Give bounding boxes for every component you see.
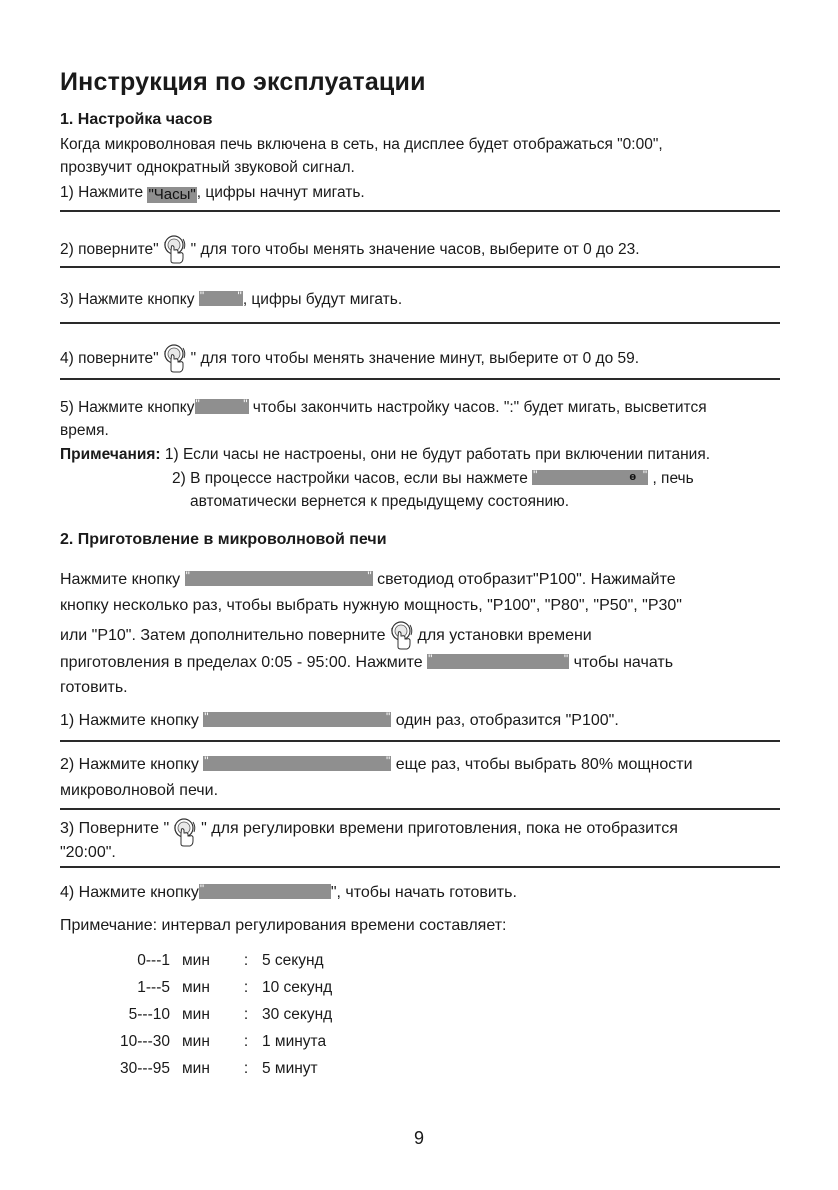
step-text: один раз, отобразится "P100". (391, 712, 619, 729)
interval-sep: : (243, 1005, 249, 1023)
divider (60, 210, 780, 212)
section2-para-line3 (60, 620, 592, 650)
divider (60, 740, 780, 742)
interval-unit: мин (182, 1059, 210, 1077)
step-text: еще раз, чтобы выбрать 80% мощности (391, 756, 693, 773)
section1-intro-line1: Когда микроволновая печь включена в сеть, на дисплее будет отображаться "0:00", (60, 136, 663, 153)
clock-step-5-cont: время. (60, 422, 109, 439)
page-number: 9 (414, 1128, 425, 1148)
note-2 (172, 468, 694, 490)
clock-button-label: "Часы" (148, 186, 196, 203)
clock-step-4 (60, 343, 639, 373)
interval-range: 0---1 (137, 951, 170, 969)
interval-range: 10---30 (120, 1032, 170, 1050)
para-text: Нажмите кнопку (60, 571, 181, 588)
para-text: светодиод отобразит"P100". Нажимайте (372, 571, 676, 588)
divider (60, 378, 780, 380)
clock-step-2 (60, 234, 640, 264)
step-text: 3) Нажмите кнопку (60, 291, 199, 308)
step-text: " для регулировки времени приготовления, пока не отобразится (201, 820, 678, 837)
stop-glyph: ɵ (629, 471, 637, 483)
step-text: 1) Нажмите кнопку (60, 712, 199, 729)
para-text: приготовления в пределах 0:05 - 95:00. Нажмите (60, 654, 423, 671)
button-placeholder: " " (427, 654, 569, 669)
time-interval-note: Примечание: интервал регулирования времени составляет: (60, 917, 507, 934)
step-text: 2) Нажмите кнопку (60, 756, 199, 773)
dial-knob-icon (171, 817, 199, 847)
step-text: 1) Нажмите (60, 184, 148, 201)
interval-range: 30---95 (120, 1059, 170, 1077)
interval-unit: мин (182, 978, 210, 996)
table-row (100, 974, 332, 1001)
interval-sep: : (243, 1059, 249, 1077)
button-placeholder: " " ɵ (533, 468, 648, 483)
time-interval-table (100, 947, 332, 1082)
clock-step-3 (60, 289, 402, 311)
para-text: чтобы начать (569, 654, 674, 671)
para-text: для установки времени (417, 627, 592, 644)
table-row (100, 1055, 332, 1082)
interval-sep: : (243, 951, 249, 969)
cook-step-3 (60, 817, 678, 847)
cook-step-2-cont: микроволновой печи. (60, 782, 219, 799)
section2-para-line2: кнопку несколько раз, чтобы выбрать нужную мощность, "P100", "P80", "P50", "P30" (60, 597, 682, 614)
step-text: " для того чтобы менять значение минут, выберите от 0 до 59. (190, 350, 640, 367)
note-1: 1) Если часы не настроены, они не будут работать при включении питания. (160, 446, 711, 463)
interval-value: 10 секунд (262, 978, 333, 996)
button-placeholder: " " (199, 291, 243, 306)
section2-para-line4 (60, 652, 673, 674)
dial-knob-icon (388, 620, 416, 650)
interval-unit: мин (182, 951, 210, 969)
section2-para-line1 (60, 569, 676, 591)
step-text: чтобы закончить настройку часов. ":" будет мигать, высветится (248, 399, 707, 416)
interval-value: 30 секунд (262, 1005, 333, 1023)
para-text: или "P10". Затем дополнительно поверните (60, 627, 386, 644)
step-text: , цифры начнут мигать. (196, 184, 365, 201)
step-text: 4) Нажмите кнопку (60, 884, 199, 901)
interval-range: 1---5 (137, 978, 170, 996)
note-2-text: В процессе настройки часов, если вы нажмете (190, 470, 528, 487)
section2-heading: 2. Приготовление в микроволновой печи (60, 531, 387, 548)
divider (60, 866, 780, 868)
notes (60, 444, 710, 466)
interval-value: 5 секунд (262, 951, 324, 969)
dial-knob-icon (161, 343, 189, 373)
step-text: " для того чтобы менять значение часов, выберите от 0 до 23. (190, 241, 640, 258)
step-text: , цифры будут мигать. (242, 291, 403, 308)
section1-intro-line2: прозвучит однократный звуковой сигнал. (60, 159, 355, 176)
step-text: 5) Нажмите кнопку (60, 399, 195, 416)
interval-range: 5---10 (128, 1005, 170, 1023)
step-text: 3) Поверните " (60, 820, 170, 837)
dial-knob-icon (161, 234, 189, 264)
page-title: Инструкция по эксплуатации (60, 68, 426, 96)
section2-para-line5: готовить. (60, 679, 128, 696)
note-2-cont: автоматически вернется к предыдущему состоянию. (190, 493, 570, 510)
notes-label: Примечания: (60, 446, 161, 463)
interval-value: 5 минут (262, 1059, 318, 1077)
note-2-text: , печь (648, 470, 694, 487)
interval-sep: : (243, 1032, 249, 1050)
step-text: 2) поверните" (60, 241, 159, 258)
cook-step-2 (60, 754, 693, 776)
table-row (100, 947, 332, 974)
button-placeholder: " " (203, 756, 391, 771)
step-text: 4) поверните" (60, 350, 159, 367)
interval-value: 1 минута (262, 1032, 327, 1050)
table-row (100, 1028, 332, 1055)
divider (60, 808, 780, 810)
interval-unit: мин (182, 1005, 210, 1023)
button-placeholder: " " (185, 571, 373, 586)
clock-step-1 (60, 182, 365, 204)
note-2-number: 2) (172, 470, 186, 487)
button-placeholder: " " (203, 712, 391, 727)
button-placeholder: " (199, 884, 331, 899)
clock-step-5 (60, 397, 707, 419)
cook-step-1 (60, 710, 619, 732)
divider (60, 266, 780, 268)
divider (60, 322, 780, 324)
section1-heading: 1. Настройка часов (60, 111, 213, 128)
table-row (100, 1001, 332, 1028)
step-text: ", чтобы начать готовить. (330, 884, 517, 901)
interval-sep: : (243, 978, 249, 996)
cook-step-3-cont: "20:00". (60, 844, 116, 861)
interval-unit: мин (182, 1032, 210, 1050)
cook-step-4 (60, 882, 517, 904)
button-placeholder: " " (195, 399, 249, 414)
